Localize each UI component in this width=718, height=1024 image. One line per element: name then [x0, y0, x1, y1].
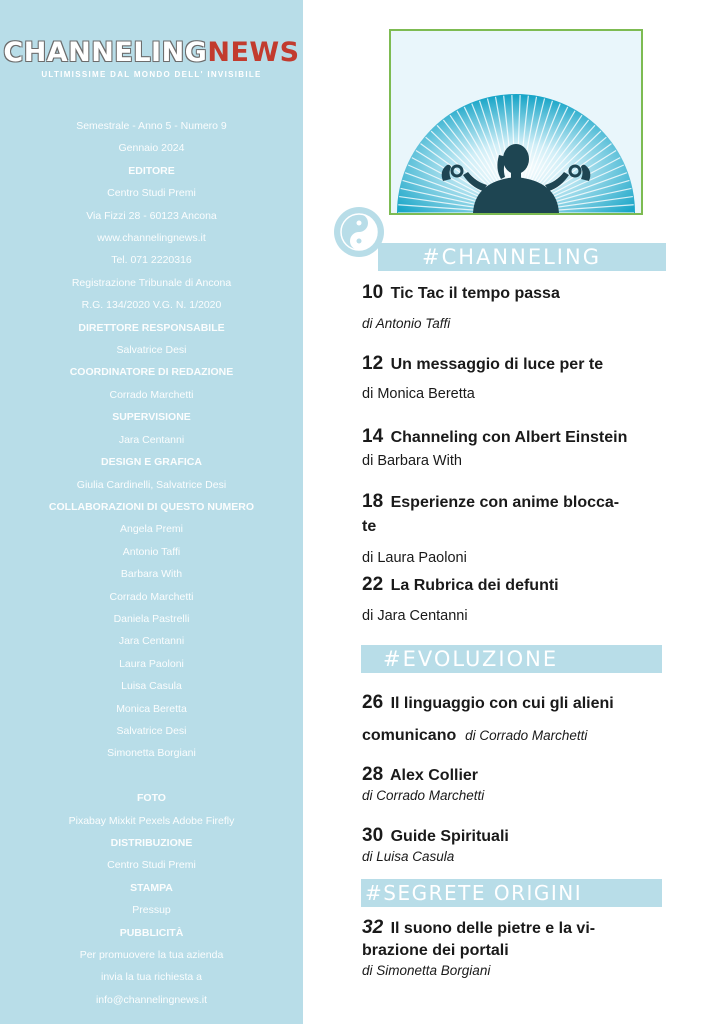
toc-author: di Simonetta Borgiani	[362, 963, 491, 978]
toc-entry-title	[362, 574, 682, 597]
colophon-heading: DISTRIBUZIONE	[110, 836, 193, 849]
toc-page-number: 10	[362, 282, 384, 303]
toc-author: di Monica Beretta	[362, 386, 475, 402]
colophon-text: Monica Beretta	[116, 702, 187, 715]
colophon-text	[0, 765, 303, 787]
toc-title-text: Esperienze con anime blocca-	[390, 494, 620, 511]
colophon-text: Angela Premi	[119, 523, 184, 536]
toc-entry-title	[362, 426, 682, 449]
toc-page-number: 12	[362, 353, 384, 374]
toc-entry-10[interactable]	[362, 282, 682, 334]
toc-entry-32[interactable]	[362, 917, 682, 980]
toc-page-number: 30	[362, 825, 384, 846]
toc-page-number: 18	[362, 491, 384, 512]
hero-meditation-illustration	[389, 29, 643, 215]
colophon-text: Salvatrice Desi	[116, 724, 187, 737]
toc-page-number: 28	[362, 764, 384, 785]
toc-title-continued: brazione dei portali	[362, 942, 509, 959]
colophon-text: Per promuovere la tua azienda	[79, 949, 224, 962]
colophon-text: Giulia Cardinelli, Salvatrice Desi	[76, 478, 227, 491]
colophon-heading: STAMPA	[130, 881, 173, 894]
toc-entry-28[interactable]	[362, 764, 682, 805]
colophon-text: Luisa Casula	[121, 680, 182, 693]
colophon-text: Daniela Pastrelli	[113, 612, 190, 625]
colophon-text: Corrado Marchetti	[109, 590, 194, 603]
meditation-sunburst-image	[391, 31, 641, 213]
toc-author: di Laura Paoloni	[362, 550, 467, 566]
colophon-text: Simonetta Borgiani	[107, 747, 196, 760]
colophon-text: Tel. 071 2220316	[111, 254, 192, 267]
logo-wordmark-channeling: CHANNELING	[3, 37, 208, 68]
toc-title-text: Tic Tac il tempo passa	[390, 285, 560, 302]
colophon-list	[0, 115, 303, 1011]
toc-entry-22[interactable]	[362, 574, 682, 626]
colophon-heading: DESIGN E GRAFICA	[101, 456, 202, 469]
colophon-text: Corrado Marchetti	[109, 388, 194, 401]
colophon-text: Salvatrice Desi	[116, 344, 187, 357]
toc-author: di Corrado Marchetti	[465, 728, 588, 743]
toc-author: di Jara Centanni	[362, 608, 468, 624]
logo-tagline: ULTIMISSIME DAL MONDO DELL' INVISIBILE	[41, 70, 262, 79]
logo-wordmark	[3, 38, 299, 68]
colophon-heading: PUBBLICITÀ	[119, 926, 184, 939]
colophon-text: Pressup	[132, 904, 171, 917]
colophon-heading: FOTO	[137, 792, 166, 805]
toc-entry-title	[362, 353, 682, 376]
toc-title-text: Il suono delle pietre e la vi-	[390, 920, 596, 937]
colophon-text: Jara Centanni	[118, 635, 185, 648]
toc-author: di Corrado Marchetti	[362, 788, 485, 803]
colophon-heading: COLLABORAZIONI DI QUESTO NUMERO	[48, 500, 255, 513]
toc-title-continued-row	[362, 725, 682, 747]
toc-title-text: Alex Collier	[390, 767, 479, 784]
section-heading-evoluzione: #EVOLUZIONE	[361, 645, 662, 673]
toc-author: di Luisa Casula	[362, 849, 455, 864]
toc-page-number: 26	[362, 692, 384, 713]
colophon-text: Via Fizzi 28 - 60123 Ancona	[86, 209, 217, 222]
toc-entry-30[interactable]	[362, 825, 682, 866]
toc-title-continued: te	[362, 518, 377, 535]
colophon-text: Pixabay Mixkit Pexels Adobe Firefly	[68, 814, 235, 827]
toc-entry-title	[362, 917, 682, 940]
logo-wordmark-news: NEWS	[207, 37, 300, 68]
toc-title-text: Il linguaggio con cui gli alieni	[390, 695, 614, 712]
colophon-heading: DIRETTORE RESPONSABILE	[78, 321, 225, 334]
toc-page-number: 22	[362, 574, 384, 595]
toc-title-text: Channeling con Albert Einstein	[390, 429, 628, 446]
colophon-text: Laura Paoloni	[119, 657, 184, 670]
toc-entry-title	[362, 764, 682, 787]
colophon-text: invia la tua richiesta a	[101, 971, 202, 984]
colophon-text: Centro Studi Premi	[107, 859, 196, 872]
toc-entry-12[interactable]	[362, 353, 682, 404]
colophon-text: Barbara With	[120, 568, 183, 581]
colophon-heading: SUPERVISIONE	[112, 411, 191, 424]
toc-entry-title	[362, 692, 682, 715]
colophon-column	[0, 0, 303, 1024]
toc-entry-18[interactable]	[362, 491, 682, 568]
colophon-text: Jara Centanni	[118, 433, 185, 446]
toc-title-text: Guide Spirituali	[390, 828, 509, 845]
section-heading-segrete-origini: #SEGRETE ORIGINI	[361, 879, 662, 907]
colophon-text: R.G. 134/2020 V.G. N. 1/2020	[81, 299, 222, 312]
section-heading-channeling: #CHANNELING	[378, 243, 666, 271]
toc-entry-title	[362, 282, 682, 305]
toc-entry-title	[362, 491, 682, 514]
toc-entry-26[interactable]	[362, 692, 682, 747]
toc-title-text: Un messaggio di luce per te	[390, 356, 604, 373]
colophon-text: Semestrale - Anno 5 - Numero 9	[76, 120, 227, 132]
toc-author: di Barbara With	[362, 453, 462, 469]
toc-author: di Antonio Taffi	[362, 316, 451, 331]
toc-page-number: 14	[362, 426, 384, 447]
colophon-text: Gennaio 2024	[118, 142, 185, 155]
colophon-text: Centro Studi Premi	[107, 187, 196, 200]
toc-page-number: 32	[362, 917, 384, 938]
toc-title-continued: comunicano	[362, 727, 457, 744]
colophon-text: Registrazione Tribunale di Ancona	[71, 276, 232, 289]
colophon-heading: EDITORE	[128, 164, 175, 177]
colophon-text: www.channelingnews.it	[97, 232, 206, 245]
toc-title-text: La Rubrica dei defunti	[390, 577, 559, 594]
toc-entry-title	[362, 825, 682, 848]
colophon-heading: COORDINATORE DI REDAZIONE	[69, 366, 234, 379]
colophon-text: info@channelingnews.it	[95, 993, 208, 1006]
colophon-text: Antonio Taffi	[122, 545, 181, 558]
toc-entry-14[interactable]	[362, 426, 682, 471]
magazine-logo	[0, 38, 303, 80]
